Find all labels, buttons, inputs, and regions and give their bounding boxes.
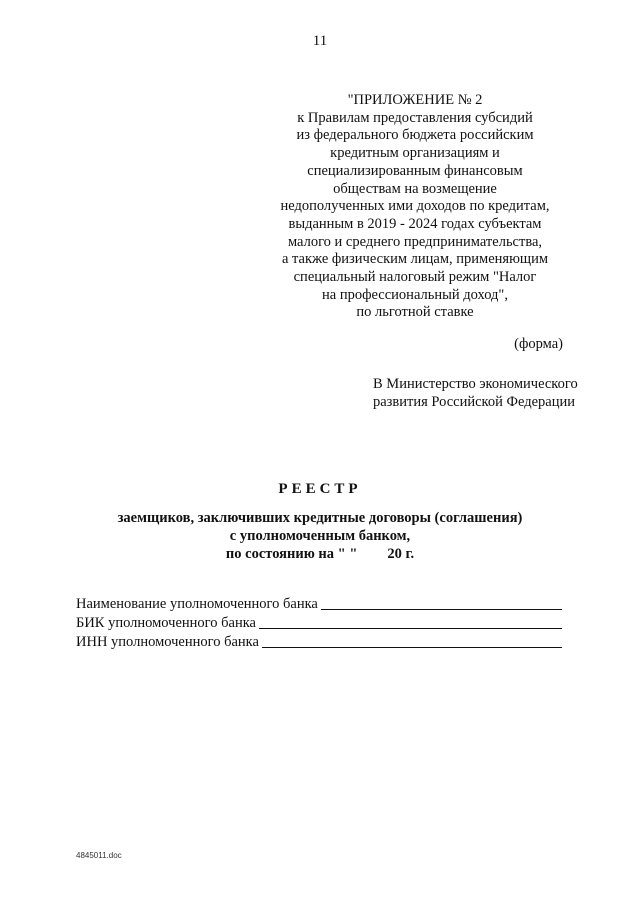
bik-blank[interactable] (259, 616, 562, 629)
bank-name-blank[interactable] (321, 597, 562, 610)
appendix-header (260, 92, 570, 322)
appendix-line: а также физическим лицам, применяющим (281, 251, 549, 268)
appendix-line: обществам на возмещение (333, 180, 497, 197)
appendix-line: к Правилам предоставления субсидий (297, 109, 533, 126)
bik-field[interactable] (76, 613, 562, 632)
document-id: 4845011.doc (76, 851, 122, 860)
register-date-line (0, 545, 640, 563)
bank-fields (76, 594, 562, 651)
register-title: РЕЕСТР (278, 481, 362, 497)
appendix-line: выданным в 2019 - 2024 годах субъектам (288, 215, 542, 232)
form-label: (форма) (514, 336, 563, 352)
addressee-line: В Министерство экономического (373, 376, 578, 392)
appendix-line: на профессиональный доход", (322, 286, 508, 303)
register-subtitle-line: заемщиков, заключивших кредитные договоры (соглашения) (117, 510, 523, 526)
appendix-line: кредитным организациям и (330, 145, 500, 162)
bank-name-label: Наименование уполномоченного банка (76, 596, 318, 612)
appendix-line: специальный налоговый режим "Налог (293, 269, 537, 286)
appendix-line: "ПРИЛОЖЕНИЕ № 2 (347, 92, 483, 108)
inn-field[interactable] (76, 632, 562, 651)
date-prefix: по состоянию на " " (225, 546, 358, 562)
register-subtitle (0, 509, 640, 563)
inn-blank[interactable] (262, 635, 562, 648)
inn-label: ИНН уполномоченного банка (76, 634, 259, 650)
register-subtitle-line: с уполномоченным банком, (229, 528, 411, 544)
bik-label: БИК уполномоченного банка (76, 615, 256, 631)
addressee-line: развития Российской Федерации (373, 394, 575, 410)
date-suffix: 20 г. (387, 546, 415, 562)
appendix-line: недополученных ими доходов по кредитам, (280, 198, 550, 215)
appendix-line: из федерального бюджета российским (296, 127, 534, 144)
appendix-line: малого и среднего предпринимательства, (287, 233, 543, 250)
bank-name-field[interactable] (76, 594, 562, 613)
appendix-line: специализированным финансовым (307, 162, 523, 179)
addressee (373, 375, 578, 411)
page-number: 11 (312, 33, 328, 49)
appendix-line: по льготной ставке (356, 304, 474, 321)
